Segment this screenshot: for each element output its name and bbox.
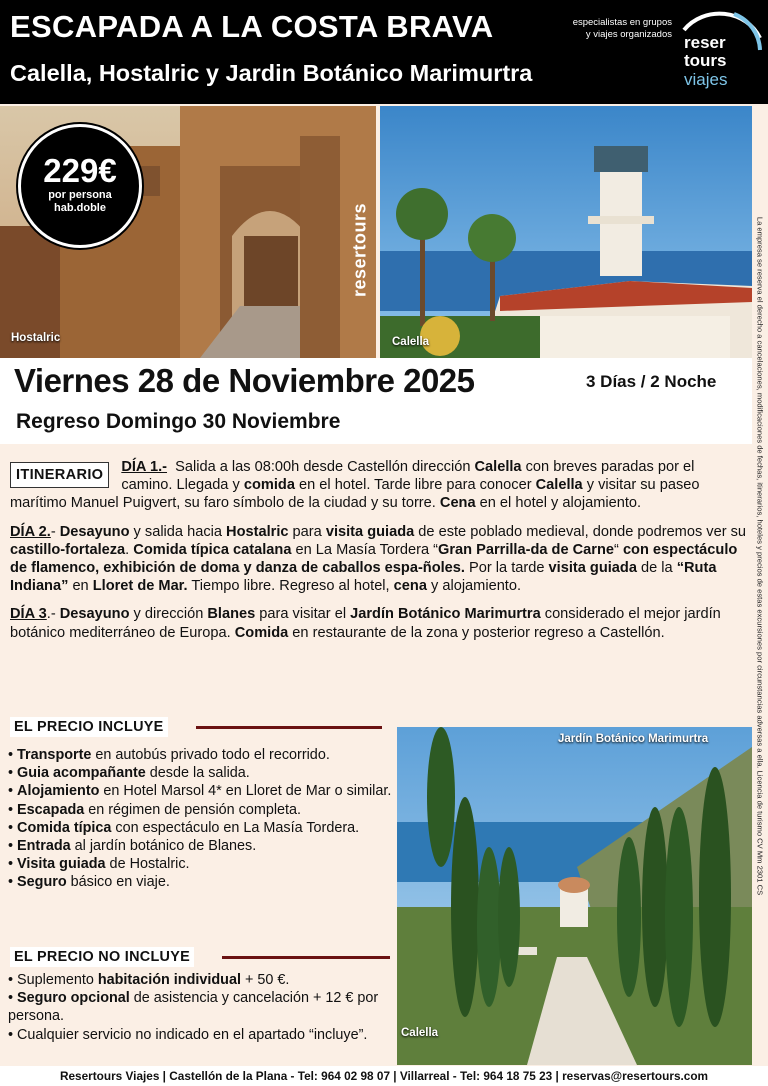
page-title: ESCAPADA A LA COSTA BRAVA [10,9,494,44]
itinerary-tag: ITINERARIO [10,462,109,488]
day-3-text: para visitar el [255,606,351,623]
day-2-text: visita guiada [548,560,637,577]
day-1-text: Salida a las 08:00h desde Castellón dirección [175,459,475,475]
list-item [8,837,392,855]
excludes-text: • [8,990,18,1007]
includes-text: • [8,856,18,873]
day-3-text: y dirección [129,606,208,623]
includes-text: • [8,765,18,782]
excludes-rule [222,956,390,959]
day-1-text: Calella [474,459,522,475]
excludes-text: • Cualquier servicio no indicado en el apartado “incluye”. [8,1026,368,1043]
excludes-text: • Suplemento [8,972,98,988]
includes-text: básico en viaje. [66,874,170,891]
day-2-text: Desayuno [59,523,130,540]
tagline [560,17,672,41]
list-item [8,989,392,1025]
day-1-text: con breves paradas por el camino. Llegada y [121,459,695,494]
day-3-text: Jardín Botánico Marimurtra [350,606,541,623]
includes-list [8,746,392,892]
price-room-type: hab.doble [54,202,106,214]
list-item [8,819,392,837]
excludes-text: Seguro opcional [17,990,130,1007]
day-2-text: con espectáculo de flamenco, exhibición de doma y danza de caballos espa-ñoles. [10,541,738,577]
excludes-text: habitación individual [97,972,241,988]
includes-text: con espectáculo en La Masía Tordera. [111,819,360,836]
day-2-text: Lloret de Mar. [92,578,188,595]
trip-duration: 3 Días / 2 Noche [586,372,717,391]
garden-photo [397,727,752,1065]
day-3-text: considerado el mejor jardín botánico mediterráneo de Europa. [10,606,721,641]
day-2-text: “Ruta Indiana” [10,560,717,595]
day-1-text: en el hotel y alojamiento. [475,495,642,512]
excludes-heading: EL PRECIO NO INCLUYE [10,947,194,967]
includes-text: en régimen de pensión completa. [84,801,302,818]
day-2-text: cena [393,578,427,595]
day-3-text: Desayuno [59,606,130,623]
header-banner [0,0,768,104]
day-1-text: Cena [439,495,476,512]
list-item [8,764,392,782]
includes-text: Escapada [17,801,85,818]
day-2-text: visita guiada [325,523,415,540]
includes-text: al jardín botánico de Blanes. [70,838,257,855]
day-1-text: Calella [535,477,583,494]
logo-text-viajes: viajes [684,70,728,89]
list-item [8,971,392,989]
list-item [8,873,392,891]
tagline-line-2: y viajes organizados [585,29,672,40]
list-item [8,1026,392,1044]
includes-text: Transporte [17,747,92,763]
day-2-text: y alojamiento. [426,578,522,595]
includes-text: Comida típica [17,819,112,836]
garden-label: Jardín Botánico Marimurtra [558,733,709,745]
legal-notice-text: La empresa se reserva el derecho a cancelaciones, modificaciones de fechas, itinerarios, hoteles y precios de estas excursiones por circunstancias adversas a ella. Licencia de turismo CV Mm 2301 CS [755,216,765,896]
return-date: Regreso Domingo 30 Noviembre [16,410,341,433]
day-2-text: - [50,523,60,540]
footer-contact: Resertours Viajes | Castellón de la Plana - Tel: 964 02 98 07 | Villarreal - Tel: 964 18 75 23 | reservas@resertours.com [0,1066,768,1086]
day-3-text: Blanes [207,606,256,623]
price-per-person: por persona [48,189,112,201]
includes-text: • [8,874,18,891]
includes-rule [196,726,382,729]
day-2-text: en La Masía Tordera “ [291,541,438,558]
includes-text: en Hotel Marsol 4* en Lloret de Mar o similar. [99,783,392,800]
includes-text: • [8,819,18,836]
garden-bottom-label: Calella [401,1027,439,1039]
includes-text: Alojamiento [17,783,100,800]
logo-text-tours: tours [684,51,727,70]
day-2-text: y salida hacia [129,523,227,540]
includes-text: • [8,838,18,855]
list-item [8,746,392,764]
price-badge [18,124,142,248]
itinerary-day-2 [10,523,748,596]
day-2-text: Por la tarde [464,560,549,577]
includes-text: • [8,783,18,800]
includes-text: • [8,747,18,763]
day-3-label: DÍA 3 [10,606,47,623]
includes-text: • [8,801,18,818]
includes-text: Visita guiada [17,856,106,873]
day-1-text: en el hotel. Tarde libre para conocer [294,477,536,494]
departure-date: Viernes 28 de Noviembre 2025 [14,362,475,399]
includes-text: en autobús privado todo el recorrido. [91,747,330,763]
includes-heading: EL PRECIO INCLUYE [10,717,168,737]
list-item [8,782,392,800]
day-2-text: Hostalric [226,523,289,540]
day-2-text: para [288,523,326,540]
list-item [8,801,392,819]
day-2-text: castillo-fortaleza [10,541,126,558]
day-1-text: y visitar su paseo marítimo Manuel Puigvert, su faro símbolo de la ciudad y su torre. [10,477,700,512]
day-2-text: de este poblado medieval, donde podremos ver su [414,523,747,540]
includes-text: Seguro [17,874,67,891]
legal-notice [752,176,768,936]
day-3-text: .- [46,606,60,623]
hostalric-label: Hostalric [11,332,61,344]
day-1-text: comida [243,477,295,494]
itinerary-day-3 [10,605,748,641]
calella-photo [380,106,752,358]
excludes-list [8,971,392,1044]
itinerary-day-1 [10,458,748,513]
day-2-text: “ [614,541,623,558]
calella-label: Calella [392,336,430,348]
includes-text: desde la salida. [145,765,250,782]
tagline-line-1: especialistas en grupos [572,17,672,28]
excludes-text: de asistencia y cancelación + 12 € por persona. [8,990,379,1025]
day-3-text: en restaurante de la zona y posterior regreso a Castellón. [288,624,665,641]
day-2-label: DÍA 2. [10,523,51,540]
includes-text: Entrada [17,838,71,855]
day-2-text: . [125,541,134,558]
day-2-text: Comida típica catalana [133,541,292,558]
day-2-text: Gran Parrilla-da de Carne [438,541,615,558]
day-2-text: Tiempo libre. Regreso al hotel, [187,578,394,595]
includes-text: Guia acompañante [17,765,146,782]
day-3-text: Comida [234,624,289,641]
page-subtitle: Calella, Hostalric y Jardin Botánico Marimurtra [10,60,533,86]
day-2-text: en [68,578,93,595]
day-1-label: DÍA 1.- [121,459,168,475]
includes-text: de Hostalric. [105,856,190,873]
vertical-brand [346,150,374,350]
excludes-text: + 50 €. [240,972,290,988]
resertours-logo [676,8,764,96]
logo-text-reser: reser [684,33,726,52]
vertical-brand-text: resertours [349,202,370,298]
day-2-text: de la [636,560,677,577]
price-amount: 229€ [43,152,117,189]
itinerary [10,458,748,652]
list-item [8,855,392,873]
